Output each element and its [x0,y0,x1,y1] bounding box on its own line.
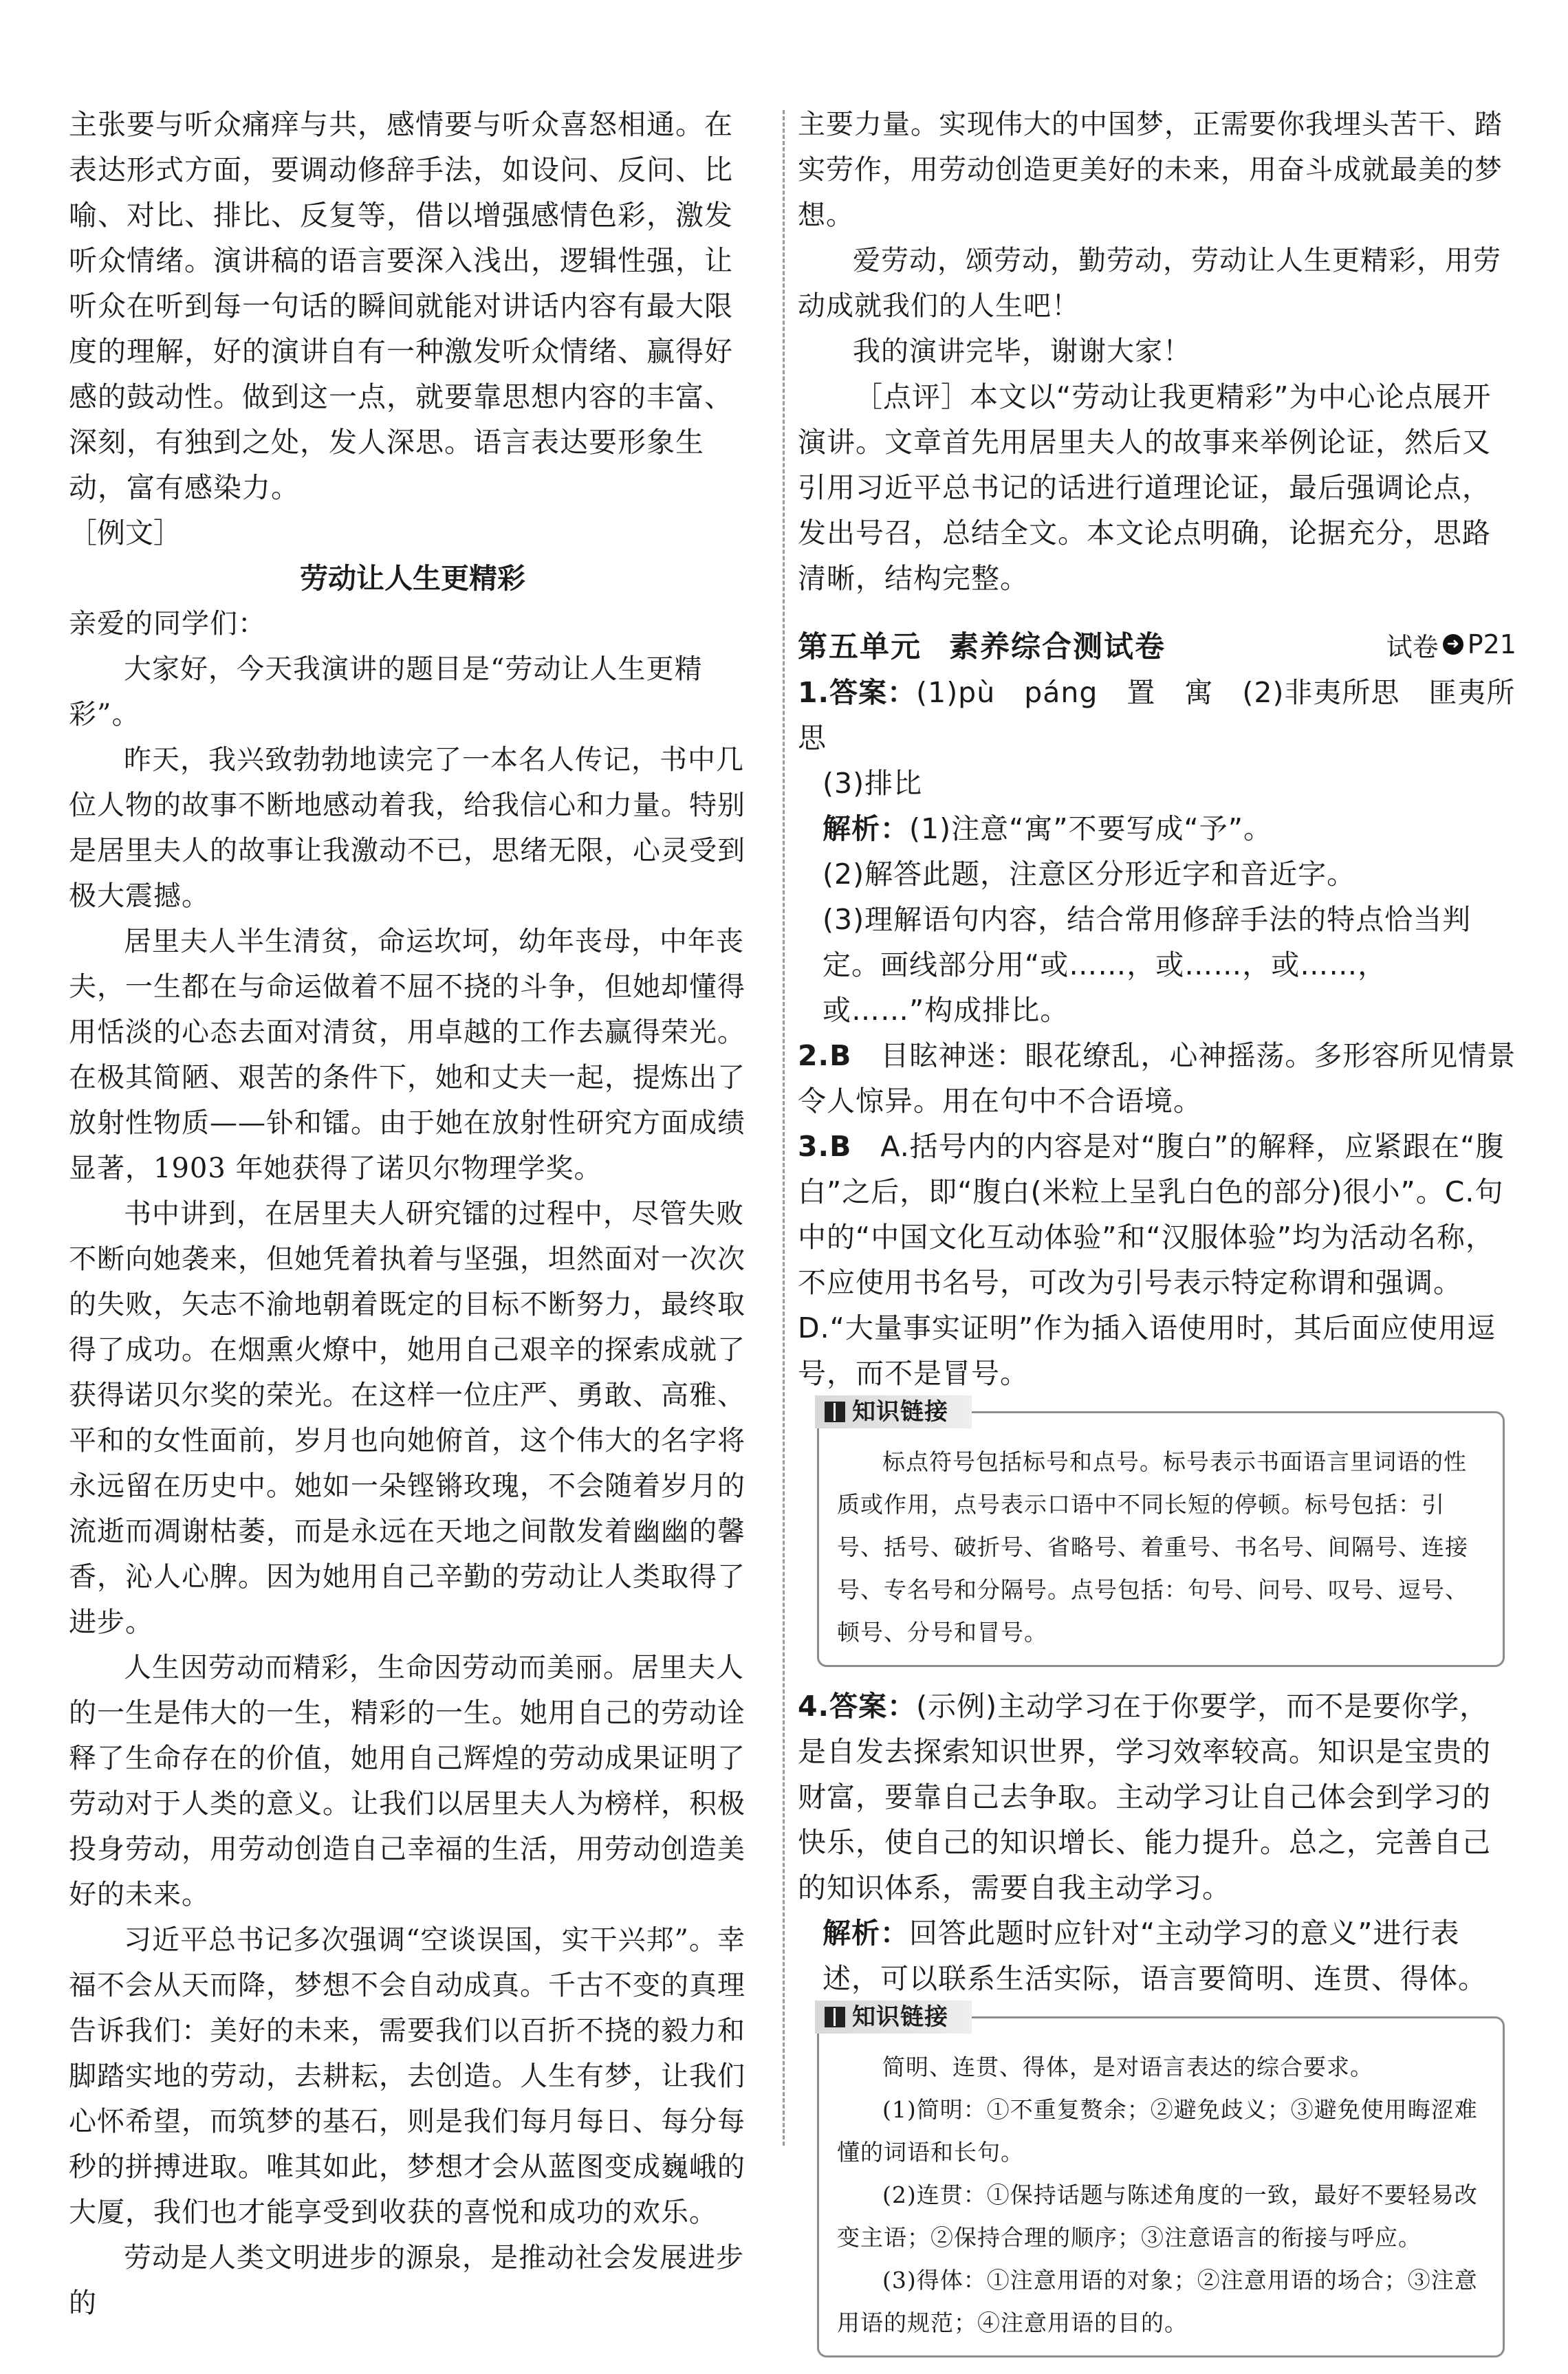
q4-answer: 4.答案：(示例)主动学习在于你要学，而不是要你学，是自发去探索知识世界，学习效率较高。知识是宝贵的财富，要靠自己去争取。主动学习让自己体会到学习的快乐，使自己的知识增长、能力提升。总之，完善自己的知识体系，需要自我主动学习。 [798,1690,1491,1904]
essay-paragraph: 书中讲到，在居里夫人研究镭的过程中，尽管失败不断向她袭来，但她凭着执着与坚强，坦然面对一次次的失败，矢志不渝地朝着既定的目标不断努力，最终取得了成功。在烟熏火燎中，她用自己艰辛的探索成就了获得诺贝尔奖的荣光。在这样一位庄严、勇敢、高雅、平和的女性面前，岁月也向她俯首，这个伟大的名字将永远留在历史中。她如一朵铿锵玫瑰，不会随着岁月的流逝而凋谢枯萎，而是永远在天地之间散发着幽幽的馨香，沁人心脾。因为她用自己辛勤的劳动让人类取得了进步。 [69,1198,745,1638]
right-column [798,102,1516,2374]
knowledge-text: 标点符号包括标号和点号。标号表示书面语言里词语的性质或作用，点号表示口语中不同长短的停顿。标号包括：引号、括号、破折号、省略号、着重号、书名号、间隔号、连接号、专名号和分隔号。点号包括：句号、问号、叹号、逗号、顿号、分号和冒号。 [837,1448,1468,1646]
salutation: 亲爱的同学们： [69,608,266,640]
essay-continuation: 主要力量。实现伟大的中国梦，正需要你我埋头苦干、踏实劳作，用劳动创造更美好的未来，用奋斗成就最美的梦想。 [798,109,1503,231]
knowledge-text: (1)简明：①不重复赘余；②避免歧义；③避免使用晦涩难懂的词语和长句。 [837,2096,1478,2166]
unit-header [798,619,1516,670]
knowledge-text: (3)得体：①注意用语的对象；②注意用语的场合；③注意用语的规范；④注意用语的目的。 [837,2267,1478,2336]
knowledge-text: 简明、连贯、得体，是对语言表达的综合要求。 [882,2054,1373,2080]
intro-paragraph: 主张要与听众痛痒与共，感情要与听众喜怒相通。在表达形式方面，要调动修辞手法，如设问、反问、比喻、对比、排比、反复等，借以增强感情色彩，激发听众情绪。演讲稿的语言要深入浅出，逻辑性强，让听众在听到每一句话的瞬间就能对讲话内容有最大限度的理解，好的演讲自有一种激发听众情绪、赢得好感的鼓动性。做到这一点，就要靠思想内容的丰富、深刻，有独到之处，发人深思。语言表达要形象生动，富有感染力。 [69,108,733,504]
knowledge-link-tag: 知识链接 [815,1395,972,1428]
comment-text: 本文以“劳动让我更精彩”为中心论点展开演讲。文章首先用居里夫人的故事来举例论证，然后又引用习近平总书记的话进行道理论证，最后强调论点，发出号召，总结全文。本文论点明确，论据充分，思路清晰，结构完整。 [798,380,1492,595]
essay-paragraph: 爱劳动，颂劳动，勤劳动，劳动让人生更精彩，用劳动成就我们的人生吧！ [798,245,1501,322]
left-column [69,102,756,2326]
essay-paragraph: 人生因劳动而精彩，生命因劳动而美丽。居里夫人的一生是伟大的一生，精彩的一生。她用自己的劳动诠释了生命存在的价值，她用自己辉煌的劳动成果证明了劳动对于人类的意义。让我们以居里夫人为榜样，积极投身劳动，用劳动创造自己幸福的生活，用劳动创造美好的未来。 [69,1652,745,1910]
knowledge-link-box [817,1398,1505,1667]
essay-paragraph: 大家好，今天我演讲的题目是“劳动让人生更精彩”。 [69,653,703,730]
q1-analysis-3: (3)理解语句内容，结合常用修辞手法的特点恰当判定。画线部分用“或……，或……，或……，或……”构成排比。 [823,903,1472,1027]
arrow-right-icon: ➜ [1443,634,1463,655]
unit-title: 第五单元 素养综合测试卷 [798,629,1166,664]
essay-title: 劳动让人生更精彩 [300,562,525,595]
essay-paragraph: 居里夫人半生清贫，命运坎坷，幼年丧母，中年丧夫，一生都在与命运做着不屈不挠的斗争，但她却懂得用恬淡的心态去面对清贫，用卓越的工作去赢得荣光。在极其简陋、艰苦的条件下，她和丈夫一起，提炼出了放射性物质——钋和镭。由于她在放射性研究方面成绩显著，1903 年她获得了诺贝尔物理学奖。 [69,926,745,1184]
essay-closing: 我的演讲完毕，谢谢大家！ [853,336,1191,367]
book-icon [825,1402,845,1422]
q1-answer: 1.答案：(1)pù páng 置 寓 (2)非夷所思 匪夷所思 [798,676,1516,754]
knowledge-link-box [817,2003,1505,2357]
q1-analysis-2: (2)解答此题，注意区分形近字和音近字。 [823,858,1356,891]
q2-answer: 2.B 目眩神迷：眼花缭乱，心神摇荡。多形容所见情景令人惊异。用在句中不合语境。 [798,1039,1516,1118]
q1-analysis: 解析：(1)注意“寓”不要写成“予”。 [823,812,1273,845]
column-divider [783,110,785,2146]
q4-analysis: 解析：回答此题时应针对“主动学习的意义”进行表述，可以联系生活实际，语言要简明、连贯、得体。 [823,1917,1487,1995]
knowledge-text: (2)连贯：①保持话题与陈述角度的一致，最好不要轻易改变主语；②保持合理的顺序；③注意语言的衔接与呼应。 [837,2181,1478,2251]
knowledge-link-tag: 知识链接 [815,2001,972,2034]
comment-block [798,374,1516,601]
essay-paragraph: 劳动是人类文明进步的源泉，是推动社会发展进步的 [69,2242,744,2319]
q1-answer-line2: (3)排比 [823,767,923,800]
q3-answer: 3.B A.括号内的内容是对“腹白”的解释，应紧跟在“腹白”之后，即“腹白(米粒上呈乳白色的部分)很小”。C.句中的“中国文化互动体验”和“汉服体验”均为活动名称，不应使用书名号，可改为引号表示特定称谓和强调。D.“大量事实证明”作为插入语使用时，其后面应使用逗号，而不是冒号。 [798,1130,1505,1390]
essay-paragraph: 昨天，我兴致勃勃地读完了一本名人传记，书中几位人物的故事不断地感动着我，给我信心和力量。特别是居里夫人的故事让我激动不已，思绪无限，心灵受到极大震撼。 [69,744,745,912]
essay-paragraph: 习近平总书记多次强调“空谈误国，实干兴邦”。幸福不会从天而降，梦想不会自动成真。千古不变的真理告诉我们：美好的未来，需要我们以百折不挠的毅力和脚踏实地的劳动，去耕耘，去创造。人生有梦，让我们心怀希望，而筑梦的基石，则是我们每月每日、每分每秒的拼搏进取。唯其如此，梦想才会从蓝图变成巍峨的大厦，我们也才能享受到收获的喜悦和成功的欢乐。 [69,1924,745,2228]
example-label: ［例文］ [69,516,182,549]
book-icon [825,2007,845,2027]
unit-page-ref: 试卷 ➜ P21 [1386,629,1516,662]
comment-label: ［点评］ [854,380,970,413]
